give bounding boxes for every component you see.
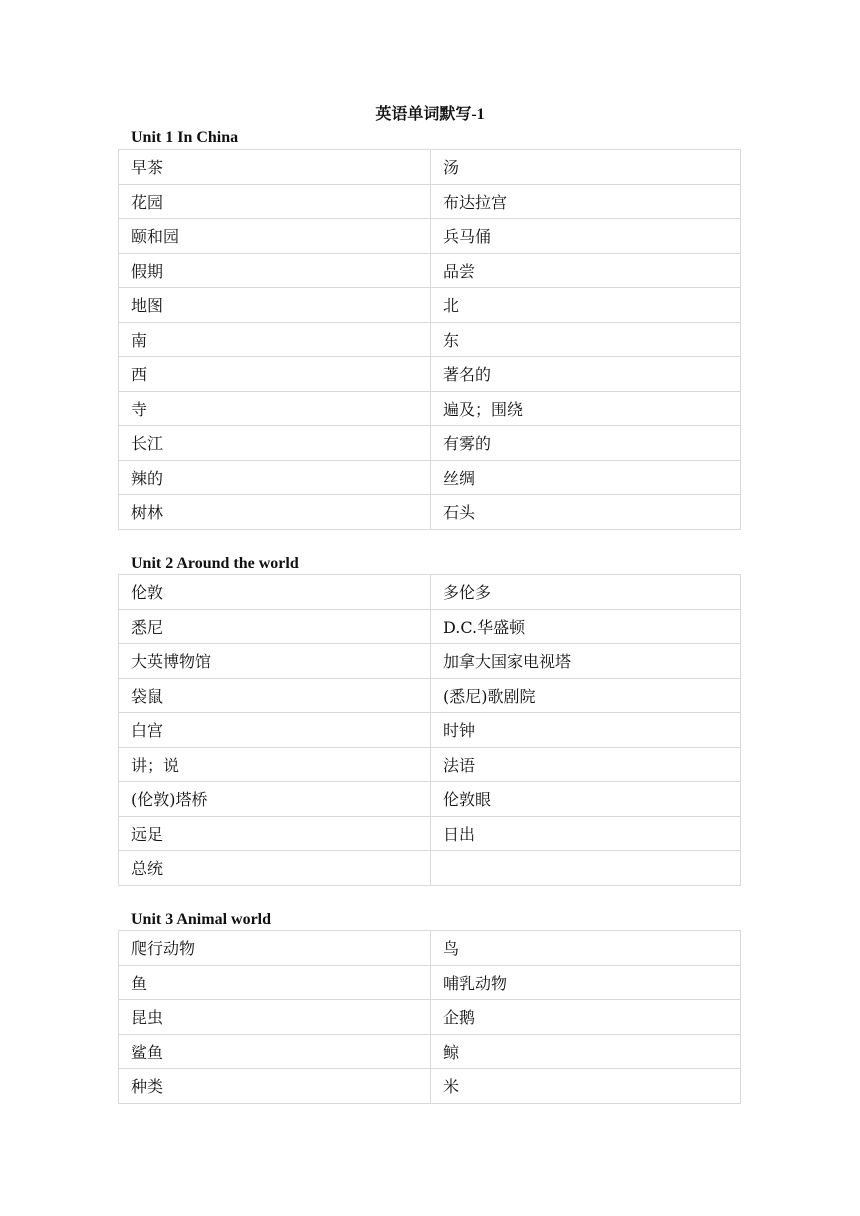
- table-row: [119, 644, 741, 679]
- table-row: [119, 747, 741, 782]
- vocab-cell-left: 长江: [119, 426, 431, 461]
- vocab-cell-right: 企鹅: [431, 1000, 741, 1035]
- vocab-cell-left: 颐和园: [119, 219, 431, 254]
- page-title: 英语单词默写-1: [375, 106, 485, 123]
- vocab-cell-right: 石头: [431, 495, 741, 530]
- vocab-cell-right: 日出: [431, 816, 741, 851]
- vocab-cell-right: 有雾的: [431, 426, 741, 461]
- vocab-cell-right: 著名的: [431, 357, 741, 392]
- vocab-cell-right: 东: [431, 322, 741, 357]
- vocab-cell-left: 爬行动物: [119, 931, 431, 966]
- table-row: [119, 288, 741, 323]
- table-row: [119, 609, 741, 644]
- table-row: [119, 460, 741, 495]
- vocab-cell-left: (伦敦)塔桥: [119, 782, 431, 817]
- vocab-cell-left: 伦敦: [119, 575, 431, 610]
- vocab-cell-right: 鸟: [431, 931, 741, 966]
- table-row: [119, 1069, 741, 1104]
- table-row: [119, 965, 741, 1000]
- unit-1-heading: Unit 1 In China: [131, 129, 239, 146]
- vocab-cell-left: 花园: [119, 184, 431, 219]
- vocab-cell-left: 白宫: [119, 713, 431, 748]
- unit-2-heading: Unit 2 Around the world: [131, 555, 299, 572]
- vocab-cell-left: 辣的: [119, 460, 431, 495]
- vocab-cell-left: 假期: [119, 253, 431, 288]
- table-row: [119, 931, 741, 966]
- table-row: [119, 150, 741, 185]
- vocab-cell-right: D.C.华盛顿: [431, 609, 741, 644]
- vocab-cell-left: 鱼: [119, 965, 431, 1000]
- vocab-cell-left: 远足: [119, 816, 431, 851]
- table-row: [119, 1034, 741, 1069]
- table-row: [119, 713, 741, 748]
- vocab-cell-left: 地图: [119, 288, 431, 323]
- table-row: [119, 253, 741, 288]
- vocab-cell-left: 讲；说: [119, 747, 431, 782]
- table-row: [119, 1000, 741, 1035]
- vocab-cell-right: 汤: [431, 150, 741, 185]
- table-row: [119, 816, 741, 851]
- table-row: [119, 495, 741, 530]
- unit-2-vocab-table: [118, 574, 741, 886]
- vocab-cell-right: 米: [431, 1069, 741, 1104]
- vocab-cell-left: 寺: [119, 391, 431, 426]
- table-row: [119, 322, 741, 357]
- vocab-cell-right: 丝绸: [431, 460, 741, 495]
- vocab-cell-left: 总统: [119, 851, 431, 886]
- vocab-cell-left: 种类: [119, 1069, 431, 1104]
- vocab-cell-left: 早茶: [119, 150, 431, 185]
- table-row: [119, 851, 741, 886]
- vocab-cell-right: 多伦多: [431, 575, 741, 610]
- table-row: [119, 782, 741, 817]
- vocab-cell-left: 大英博物馆: [119, 644, 431, 679]
- table-row: [119, 575, 741, 610]
- vocab-cell-right: 哺乳动物: [431, 965, 741, 1000]
- table-row: [119, 357, 741, 392]
- vocab-cell-right: 北: [431, 288, 741, 323]
- vocab-cell-right: 伦敦眼: [431, 782, 741, 817]
- vocab-cell-left: 鲨鱼: [119, 1034, 431, 1069]
- unit-3-vocab-table: [118, 930, 741, 1104]
- vocab-cell-right: 兵马俑: [431, 219, 741, 254]
- table-row: [119, 219, 741, 254]
- vocab-cell-left: 西: [119, 357, 431, 392]
- vocab-cell-left: 悉尼: [119, 609, 431, 644]
- table-row: [119, 426, 741, 461]
- vocab-cell-right: 法语: [431, 747, 741, 782]
- vocab-cell-right: 遍及；围绕: [431, 391, 741, 426]
- vocab-cell-right: 布达拉宫: [431, 184, 741, 219]
- unit-1-vocab-table: [118, 149, 741, 530]
- vocab-cell-left: 袋鼠: [119, 678, 431, 713]
- vocab-cell-left: 昆虫: [119, 1000, 431, 1035]
- vocab-cell-left: 树林: [119, 495, 431, 530]
- vocab-cell-right: 时钟: [431, 713, 741, 748]
- table-row: [119, 678, 741, 713]
- unit-3-heading: Unit 3 Animal world: [131, 911, 272, 928]
- vocab-cell-left: 南: [119, 322, 431, 357]
- table-row: [119, 184, 741, 219]
- vocab-cell-right: 品尝: [431, 253, 741, 288]
- vocab-cell-right: [431, 851, 741, 886]
- vocab-cell-right: 加拿大国家电视塔: [431, 644, 741, 679]
- vocab-cell-right: (悉尼)歌剧院: [431, 678, 741, 713]
- table-row: [119, 391, 741, 426]
- vocab-cell-right: 鲸: [431, 1034, 741, 1069]
